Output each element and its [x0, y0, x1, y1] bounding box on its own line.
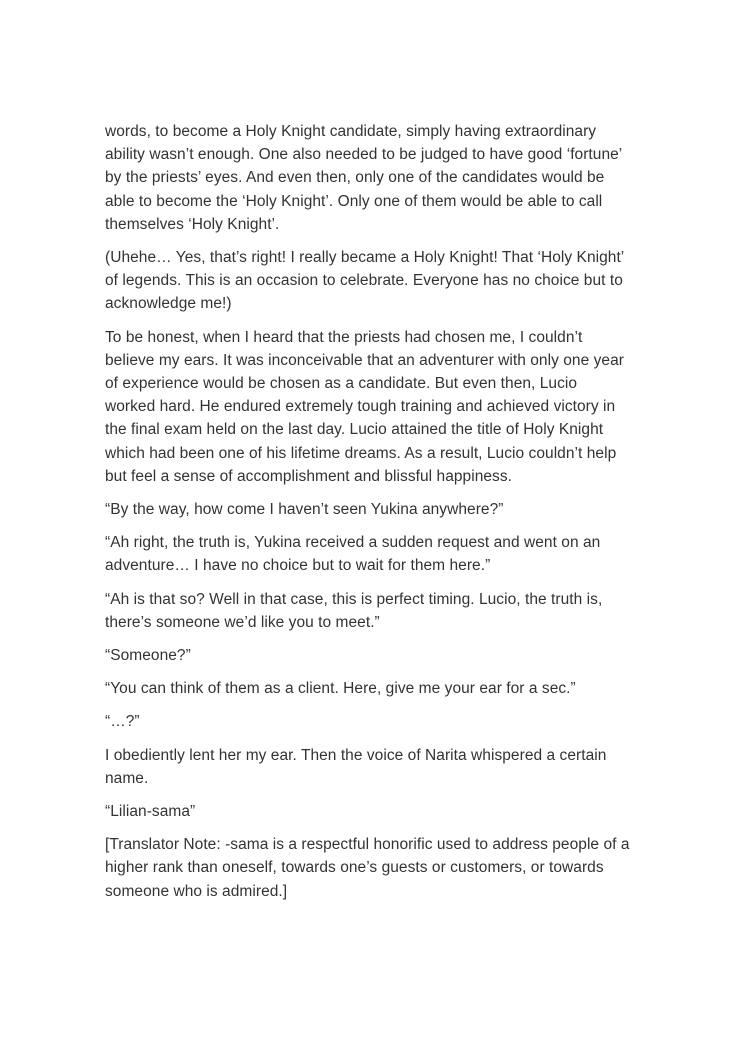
paragraph-dialogue: “Someone?” — [105, 647, 191, 665]
paragraph-dialogue: “Ah right, the truth is, Yukina received a sudden request and went on an adventure… I have no choice but to wait for them here.” — [105, 534, 601, 575]
paragraph-dialogue: “You can think of them as a client. Here, give me your ear for a sec.” — [105, 680, 576, 698]
paragraph-narration: I obediently lent her my ear. Then the voice of Narita whispered a certain name. — [105, 746, 607, 787]
paragraph-inner-monologue: (Uhehe… Yes, that’s right! I really became a Holy Knight! That ‘Holy Knight’ of legends. This is an occasion to celebrate. Everyone has no choice but to acknowledge me!) — [105, 249, 624, 313]
paragraph-translator-note: [Translator Note: -sama is a respectful honorific used to address people of a higher rank than oneself, towards one’s guests or customers, or towards someone who is admired.] — [105, 836, 630, 900]
paragraph-dialogue: “…?” — [105, 713, 140, 731]
text-block — [105, 120, 630, 913]
paragraph-dialogue: “Ah is that so? Well in that case, this is perfect timing. Lucio, the truth is, there’s someone we’d like you to meet.” — [105, 590, 603, 631]
paragraph-narration: To be honest, when I heard that the priests had chosen me, I couldn’t believe my ears. It was inconceivable that an adventurer with only one year of experience would be chosen as a candidate. But even then, Lucio worked hard. He endured extremely tough training and achieved victory in the final exam held on the last day. Lucio attained the title of Holy Knight which had been one of his lifetime dreams. As a result, Lucio couldn’t help but feel a sense of accomplishment and blissful happiness. — [105, 328, 624, 485]
paragraph-dialogue: “Lilian-sama” — [105, 803, 196, 821]
paragraph-narration: words, to become a Holy Knight candidate, simply having extraordinary ability wasn’t enough. One also needed to be judged to have good ‘fortune’ by the priests’ eyes. And even then, only one of the candidates would be able to become the ‘Holy Knight’. Only one of them would be able to call themselves ‘Holy Knight’. — [105, 123, 622, 233]
paragraph-dialogue: “By the way, how come I haven’t seen Yukina anywhere?” — [105, 501, 504, 519]
